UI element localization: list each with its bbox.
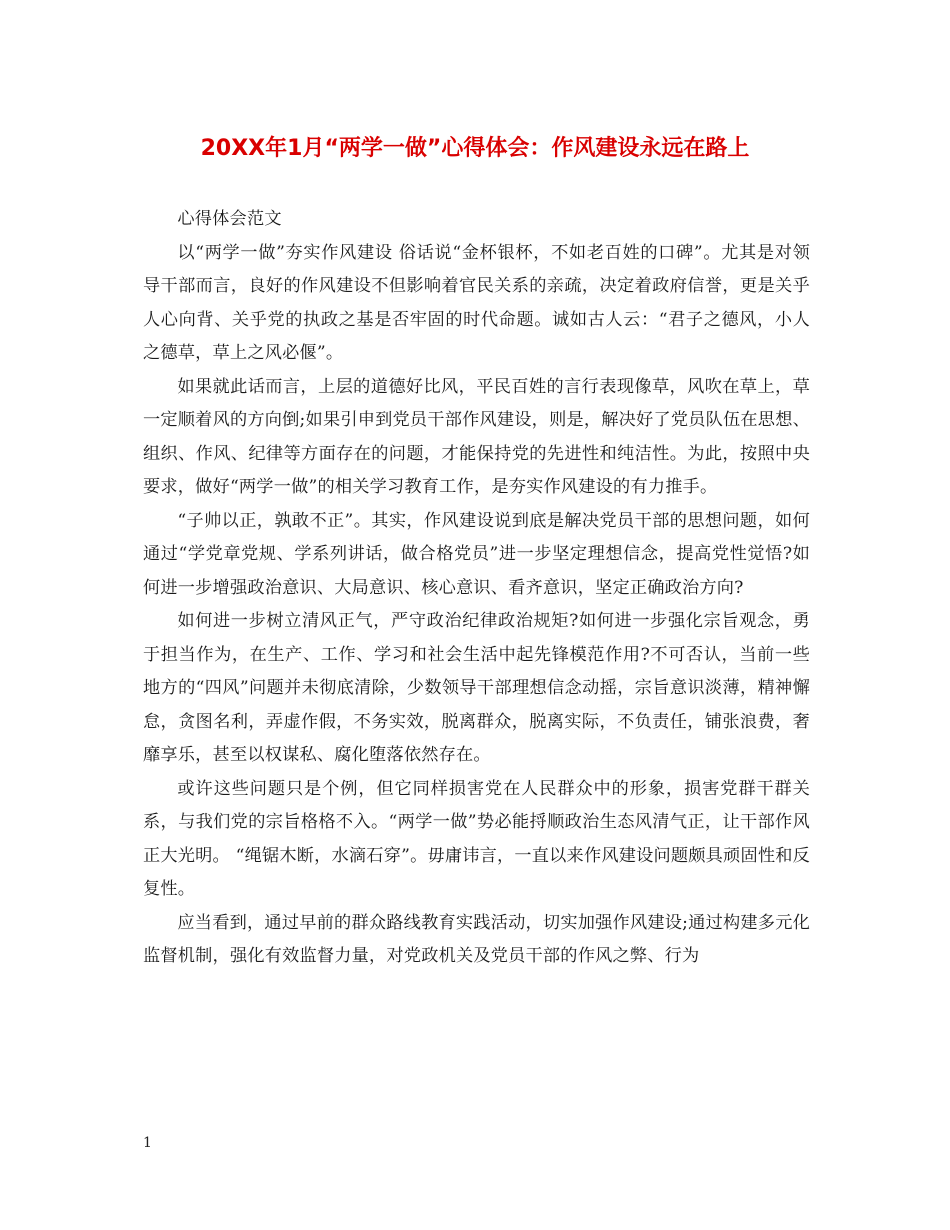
paragraph-5: 或许这些问题只是个例，但它同样损害党在人民群众中的形象，损害党群干群关系，与我们党的宗旨格格不入。“两学一做”势必能捋顺政治生态风清气正，让干部作风正大光明。 “绳锯木断，水滴石穿”。毋庸讳言，一直以来作风建设问题颇具顽固性和反复性。	[143, 778, 810, 899]
paragraph-1: 以“两学一做”夯实作风建设 俗话说“金杯银杯，不如老百姓的口碑”。尤其是对领导干部而言，良好的作风建设不但影响着官民关系的亲疏，决定着政府信誉，更是关乎人心向背、关乎党的执政之基是否牢固的时代命题。诚如古人云：“君子之德风，小人之德草，草上之风必偃”。	[143, 242, 810, 363]
paragraph-6: 应当看到，通过早前的群众路线教育实践活动，切实加强作风建设;通过构建多元化监督机制，强化有效监督力量，对党政机关及党员干部的作风之弊、行为	[143, 912, 810, 966]
document-title: 20XX年1月“两学一做”心得体会：作风建设永远在路上	[200, 136, 750, 161]
paragraph-3: “子帅以正，孰敢不正”。其实，作风建设说到底是解决党员干部的思想问题，如何通过“学党章党规、学系列讲话，做合格党员”进一步坚定理想信念，提高党性觉悟?如何进一步增强政治意识、大局意识、核心意识、看齐意识，坚定正确政治方向?	[143, 510, 810, 598]
document-body	[143, 203, 810, 974]
paragraph-2: 如果就此话而言，上层的道德好比风，平民百姓的言行表现像草，风吹在草上，草一定顺着风的方向倒;如果引申到党员干部作风建设，则是，解决好了党员队伍在思想、组织、作风、纪律等方面存在的问题，才能保持党的先进性和纯洁性。为此，按照中央要求，做好“两学一做”的相关学习教育工作，是夯实作风建设的有力推手。	[143, 376, 810, 497]
paragraph-4: 如何进一步树立清风正气，严守政治纪律政治规矩?如何进一步强化宗旨观念，勇于担当作为，在生产、工作、学习和社会生活中起先锋模范作用?不可否认，当前一些地方的“四风”问题并未彻底清除，少数领导干部理想信念动摇，宗旨意识淡薄，精神懈怠，贪图名利，弄虚作假，不务实效，脱离群众，脱离实际，不负责任，铺张浪费，奢靡享乐，甚至以权谋私、腐化堕落依然存在。	[143, 611, 810, 765]
document-subheading: 心得体会范文	[177, 209, 282, 229]
page-number: 1	[143, 1135, 152, 1151]
